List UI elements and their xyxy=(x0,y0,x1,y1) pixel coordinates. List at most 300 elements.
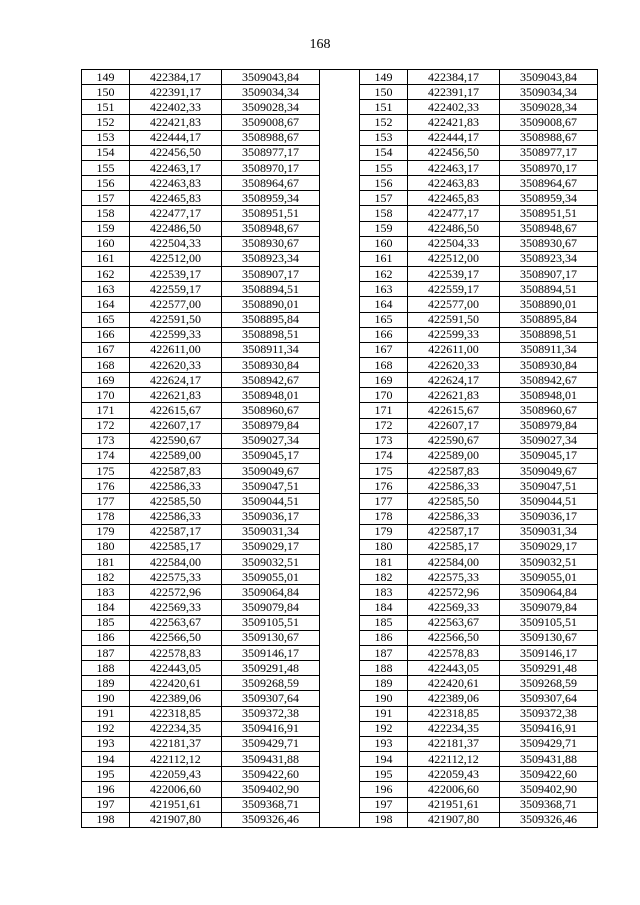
right-x-coordinate-cell: 422559,17 xyxy=(408,282,500,297)
right-y-coordinate-cell: 3509105,51 xyxy=(500,615,598,630)
right-point-number-cell: 168 xyxy=(360,357,408,372)
left-point-number-cell: 163 xyxy=(82,282,130,297)
right-point-number-cell: 190 xyxy=(360,691,408,706)
left-y-coordinate-cell: 3508930,67 xyxy=(222,236,320,251)
column-gap xyxy=(320,555,360,570)
left-x-coordinate-cell: 422443,05 xyxy=(130,661,222,676)
table-row xyxy=(82,312,598,327)
left-x-coordinate-cell: 422577,00 xyxy=(130,297,222,312)
column-gap xyxy=(320,433,360,448)
table-row xyxy=(82,555,598,570)
right-y-coordinate-cell: 3508951,51 xyxy=(500,206,598,221)
right-x-coordinate-cell: 422318,85 xyxy=(408,706,500,721)
column-gap xyxy=(320,130,360,145)
column-gap xyxy=(320,342,360,357)
left-point-number-cell: 190 xyxy=(82,691,130,706)
table-row xyxy=(82,630,598,645)
table-row xyxy=(82,115,598,130)
column-gap xyxy=(320,615,360,630)
right-x-coordinate-cell: 422234,35 xyxy=(408,721,500,736)
left-point-number-cell: 160 xyxy=(82,236,130,251)
table-row xyxy=(82,797,598,812)
left-y-coordinate-cell: 3508895,84 xyxy=(222,312,320,327)
column-gap xyxy=(320,812,360,827)
right-y-coordinate-cell: 3509043,84 xyxy=(500,70,598,85)
table-row xyxy=(82,373,598,388)
right-y-coordinate-cell: 3509047,51 xyxy=(500,479,598,494)
left-x-coordinate-cell: 421907,80 xyxy=(130,812,222,827)
left-y-coordinate-cell: 3509422,60 xyxy=(222,767,320,782)
left-y-coordinate-cell: 3508890,01 xyxy=(222,297,320,312)
right-x-coordinate-cell: 422621,83 xyxy=(408,388,500,403)
right-y-coordinate-cell: 3509049,67 xyxy=(500,464,598,479)
right-y-coordinate-cell: 3509045,17 xyxy=(500,448,598,463)
table-row xyxy=(82,357,598,372)
table-row xyxy=(82,388,598,403)
left-y-coordinate-cell: 3509268,59 xyxy=(222,676,320,691)
left-x-coordinate-cell: 422587,17 xyxy=(130,524,222,539)
left-point-number-cell: 179 xyxy=(82,524,130,539)
right-x-coordinate-cell: 422463,83 xyxy=(408,176,500,191)
right-y-coordinate-cell: 3508890,01 xyxy=(500,297,598,312)
right-y-coordinate-cell: 3509027,34 xyxy=(500,433,598,448)
right-x-coordinate-cell: 422563,67 xyxy=(408,615,500,630)
left-point-number-cell: 175 xyxy=(82,464,130,479)
right-y-coordinate-cell: 3508979,84 xyxy=(500,418,598,433)
right-y-coordinate-cell: 3508930,84 xyxy=(500,357,598,372)
table-row xyxy=(82,767,598,782)
right-point-number-cell: 156 xyxy=(360,176,408,191)
right-x-coordinate-cell: 422539,17 xyxy=(408,267,500,282)
right-y-coordinate-cell: 3508911,34 xyxy=(500,342,598,357)
column-gap xyxy=(320,160,360,175)
column-gap xyxy=(320,312,360,327)
left-x-coordinate-cell: 422444,17 xyxy=(130,130,222,145)
left-x-coordinate-cell: 422318,85 xyxy=(130,706,222,721)
right-point-number-cell: 159 xyxy=(360,221,408,236)
right-point-number-cell: 186 xyxy=(360,630,408,645)
right-x-coordinate-cell: 421951,61 xyxy=(408,797,500,812)
table-row xyxy=(82,251,598,266)
column-gap xyxy=(320,585,360,600)
left-point-number-cell: 158 xyxy=(82,206,130,221)
right-point-number-cell: 154 xyxy=(360,145,408,160)
table-row xyxy=(82,85,598,100)
left-y-coordinate-cell: 3509368,71 xyxy=(222,797,320,812)
right-x-coordinate-cell: 422566,50 xyxy=(408,630,500,645)
column-gap xyxy=(320,691,360,706)
left-point-number-cell: 151 xyxy=(82,100,130,115)
left-y-coordinate-cell: 3508948,67 xyxy=(222,221,320,236)
right-point-number-cell: 174 xyxy=(360,448,408,463)
right-y-coordinate-cell: 3509055,01 xyxy=(500,570,598,585)
right-y-coordinate-cell: 3509029,17 xyxy=(500,539,598,554)
left-y-coordinate-cell: 3508898,51 xyxy=(222,327,320,342)
right-point-number-cell: 149 xyxy=(360,70,408,85)
column-gap xyxy=(320,373,360,388)
right-point-number-cell: 182 xyxy=(360,570,408,585)
right-y-coordinate-cell: 3508948,01 xyxy=(500,388,598,403)
right-x-coordinate-cell: 422504,33 xyxy=(408,236,500,251)
right-y-coordinate-cell: 3509130,67 xyxy=(500,630,598,645)
page-number: 168 xyxy=(309,37,331,52)
right-point-number-cell: 179 xyxy=(360,524,408,539)
column-gap xyxy=(320,403,360,418)
left-point-number-cell: 187 xyxy=(82,645,130,660)
left-y-coordinate-cell: 3509130,67 xyxy=(222,630,320,645)
right-point-number-cell: 196 xyxy=(360,782,408,797)
right-y-coordinate-cell: 3508942,67 xyxy=(500,373,598,388)
column-gap xyxy=(320,418,360,433)
column-gap xyxy=(320,357,360,372)
left-point-number-cell: 176 xyxy=(82,479,130,494)
left-y-coordinate-cell: 3508907,17 xyxy=(222,267,320,282)
left-x-coordinate-cell: 422486,50 xyxy=(130,221,222,236)
right-point-number-cell: 181 xyxy=(360,555,408,570)
right-y-coordinate-cell: 3509032,51 xyxy=(500,555,598,570)
right-point-number-cell: 184 xyxy=(360,600,408,615)
right-y-coordinate-cell: 3508960,67 xyxy=(500,403,598,418)
left-x-coordinate-cell: 422384,17 xyxy=(130,70,222,85)
table-row xyxy=(82,418,598,433)
right-point-number-cell: 195 xyxy=(360,767,408,782)
right-x-coordinate-cell: 422569,33 xyxy=(408,600,500,615)
right-point-number-cell: 151 xyxy=(360,100,408,115)
left-y-coordinate-cell: 3509043,84 xyxy=(222,70,320,85)
right-x-coordinate-cell: 422585,17 xyxy=(408,539,500,554)
right-x-coordinate-cell: 422607,17 xyxy=(408,418,500,433)
right-x-coordinate-cell: 422421,83 xyxy=(408,115,500,130)
right-x-coordinate-cell: 422611,00 xyxy=(408,342,500,357)
column-gap xyxy=(320,661,360,676)
right-x-coordinate-cell: 422486,50 xyxy=(408,221,500,236)
column-gap xyxy=(320,524,360,539)
table-row xyxy=(82,206,598,221)
table-row xyxy=(82,464,598,479)
table-row xyxy=(82,297,598,312)
right-y-coordinate-cell: 3508970,17 xyxy=(500,160,598,175)
column-gap xyxy=(320,176,360,191)
left-point-number-cell: 152 xyxy=(82,115,130,130)
left-y-coordinate-cell: 3508930,84 xyxy=(222,357,320,372)
column-gap xyxy=(320,282,360,297)
left-x-coordinate-cell: 422559,17 xyxy=(130,282,222,297)
column-gap xyxy=(320,797,360,812)
right-x-coordinate-cell: 422575,33 xyxy=(408,570,500,585)
table-row xyxy=(82,539,598,554)
right-y-coordinate-cell: 3508907,17 xyxy=(500,267,598,282)
left-point-number-cell: 191 xyxy=(82,706,130,721)
right-y-coordinate-cell: 3508923,34 xyxy=(500,251,598,266)
table-row xyxy=(82,752,598,767)
left-point-number-cell: 157 xyxy=(82,191,130,206)
left-x-coordinate-cell: 422615,67 xyxy=(130,403,222,418)
left-point-number-cell: 192 xyxy=(82,721,130,736)
right-point-number-cell: 198 xyxy=(360,812,408,827)
column-gap xyxy=(320,464,360,479)
left-x-coordinate-cell: 422621,83 xyxy=(130,388,222,403)
right-point-number-cell: 191 xyxy=(360,706,408,721)
column-gap xyxy=(320,767,360,782)
left-y-coordinate-cell: 3509146,17 xyxy=(222,645,320,660)
column-gap xyxy=(320,494,360,509)
column-gap xyxy=(320,297,360,312)
column-gap xyxy=(320,509,360,524)
right-point-number-cell: 155 xyxy=(360,160,408,175)
right-point-number-cell: 161 xyxy=(360,251,408,266)
left-point-number-cell: 193 xyxy=(82,736,130,751)
left-x-coordinate-cell: 422181,37 xyxy=(130,736,222,751)
left-point-number-cell: 178 xyxy=(82,509,130,524)
table-row xyxy=(82,130,598,145)
right-x-coordinate-cell: 422589,00 xyxy=(408,448,500,463)
left-y-coordinate-cell: 3509032,51 xyxy=(222,555,320,570)
right-point-number-cell: 167 xyxy=(360,342,408,357)
right-point-number-cell: 165 xyxy=(360,312,408,327)
right-point-number-cell: 185 xyxy=(360,615,408,630)
left-y-coordinate-cell: 3509064,84 xyxy=(222,585,320,600)
right-x-coordinate-cell: 422463,17 xyxy=(408,160,500,175)
left-y-coordinate-cell: 3509372,38 xyxy=(222,706,320,721)
right-point-number-cell: 171 xyxy=(360,403,408,418)
right-x-coordinate-cell: 422059,43 xyxy=(408,767,500,782)
right-y-coordinate-cell: 3509368,71 xyxy=(500,797,598,812)
left-y-coordinate-cell: 3508894,51 xyxy=(222,282,320,297)
left-point-number-cell: 189 xyxy=(82,676,130,691)
column-gap xyxy=(320,70,360,85)
right-point-number-cell: 158 xyxy=(360,206,408,221)
right-x-coordinate-cell: 421907,80 xyxy=(408,812,500,827)
right-y-coordinate-cell: 3509079,84 xyxy=(500,600,598,615)
table-row xyxy=(82,691,598,706)
left-y-coordinate-cell: 3509049,67 xyxy=(222,464,320,479)
left-x-coordinate-cell: 422584,00 xyxy=(130,555,222,570)
left-x-coordinate-cell: 422587,83 xyxy=(130,464,222,479)
right-y-coordinate-cell: 3509402,90 xyxy=(500,782,598,797)
right-y-coordinate-cell: 3509064,84 xyxy=(500,585,598,600)
right-point-number-cell: 172 xyxy=(360,418,408,433)
column-gap xyxy=(320,115,360,130)
table-row xyxy=(82,342,598,357)
column-gap xyxy=(320,479,360,494)
left-x-coordinate-cell: 422569,33 xyxy=(130,600,222,615)
right-point-number-cell: 197 xyxy=(360,797,408,812)
table-row xyxy=(82,221,598,236)
right-y-coordinate-cell: 3508959,34 xyxy=(500,191,598,206)
table-row xyxy=(82,176,598,191)
right-x-coordinate-cell: 422402,33 xyxy=(408,100,500,115)
left-y-coordinate-cell: 3509326,46 xyxy=(222,812,320,827)
right-point-number-cell: 164 xyxy=(360,297,408,312)
column-gap xyxy=(320,752,360,767)
column-gap xyxy=(320,327,360,342)
left-y-coordinate-cell: 3509105,51 xyxy=(222,615,320,630)
right-x-coordinate-cell: 422584,00 xyxy=(408,555,500,570)
left-y-coordinate-cell: 3508948,01 xyxy=(222,388,320,403)
right-x-coordinate-cell: 422443,05 xyxy=(408,661,500,676)
table-row xyxy=(82,600,598,615)
left-y-coordinate-cell: 3509055,01 xyxy=(222,570,320,585)
right-y-coordinate-cell: 3509429,71 xyxy=(500,736,598,751)
left-y-coordinate-cell: 3509008,67 xyxy=(222,115,320,130)
left-y-coordinate-cell: 3508979,84 xyxy=(222,418,320,433)
right-x-coordinate-cell: 422615,67 xyxy=(408,403,500,418)
left-x-coordinate-cell: 422620,33 xyxy=(130,357,222,372)
column-gap xyxy=(320,630,360,645)
left-x-coordinate-cell: 422112,12 xyxy=(130,752,222,767)
right-y-coordinate-cell: 3509416,91 xyxy=(500,721,598,736)
left-y-coordinate-cell: 3508960,67 xyxy=(222,403,320,418)
table-row xyxy=(82,706,598,721)
left-y-coordinate-cell: 3509047,51 xyxy=(222,479,320,494)
right-point-number-cell: 189 xyxy=(360,676,408,691)
left-point-number-cell: 194 xyxy=(82,752,130,767)
left-x-coordinate-cell: 422586,33 xyxy=(130,479,222,494)
right-x-coordinate-cell: 422572,96 xyxy=(408,585,500,600)
left-x-coordinate-cell: 422539,17 xyxy=(130,267,222,282)
right-x-coordinate-cell: 422587,17 xyxy=(408,524,500,539)
left-x-coordinate-cell: 422585,50 xyxy=(130,494,222,509)
right-point-number-cell: 152 xyxy=(360,115,408,130)
right-y-coordinate-cell: 3509146,17 xyxy=(500,645,598,660)
left-y-coordinate-cell: 3509431,88 xyxy=(222,752,320,767)
left-x-coordinate-cell: 422463,17 xyxy=(130,160,222,175)
table-row xyxy=(82,160,598,175)
left-y-coordinate-cell: 3509031,34 xyxy=(222,524,320,539)
right-x-coordinate-cell: 422465,83 xyxy=(408,191,500,206)
left-point-number-cell: 155 xyxy=(82,160,130,175)
table-row xyxy=(82,267,598,282)
table-row xyxy=(82,676,598,691)
right-x-coordinate-cell: 422585,50 xyxy=(408,494,500,509)
right-y-coordinate-cell: 3509431,88 xyxy=(500,752,598,767)
column-gap xyxy=(320,388,360,403)
column-gap xyxy=(320,706,360,721)
left-point-number-cell: 171 xyxy=(82,403,130,418)
left-y-coordinate-cell: 3508977,17 xyxy=(222,145,320,160)
left-point-number-cell: 168 xyxy=(82,357,130,372)
right-x-coordinate-cell: 422599,33 xyxy=(408,327,500,342)
table-row xyxy=(82,570,598,585)
right-x-coordinate-cell: 422624,17 xyxy=(408,373,500,388)
table-row xyxy=(82,782,598,797)
table-row xyxy=(82,494,598,509)
table-row xyxy=(82,661,598,676)
left-x-coordinate-cell: 422566,50 xyxy=(130,630,222,645)
left-y-coordinate-cell: 3509044,51 xyxy=(222,494,320,509)
right-x-coordinate-cell: 422456,50 xyxy=(408,145,500,160)
column-gap xyxy=(320,539,360,554)
left-point-number-cell: 181 xyxy=(82,555,130,570)
left-x-coordinate-cell: 422006,60 xyxy=(130,782,222,797)
left-point-number-cell: 149 xyxy=(82,70,130,85)
table-row xyxy=(82,433,598,448)
left-x-coordinate-cell: 422465,83 xyxy=(130,191,222,206)
left-x-coordinate-cell: 422575,33 xyxy=(130,570,222,585)
right-x-coordinate-cell: 422181,37 xyxy=(408,736,500,751)
right-y-coordinate-cell: 3509031,34 xyxy=(500,524,598,539)
column-gap xyxy=(320,570,360,585)
column-gap xyxy=(320,736,360,751)
right-point-number-cell: 173 xyxy=(360,433,408,448)
right-point-number-cell: 153 xyxy=(360,130,408,145)
left-point-number-cell: 167 xyxy=(82,342,130,357)
column-gap xyxy=(320,251,360,266)
right-x-coordinate-cell: 422577,00 xyxy=(408,297,500,312)
right-point-number-cell: 150 xyxy=(360,85,408,100)
left-x-coordinate-cell: 422477,17 xyxy=(130,206,222,221)
right-y-coordinate-cell: 3509034,34 xyxy=(500,85,598,100)
left-y-coordinate-cell: 3509307,64 xyxy=(222,691,320,706)
table-row xyxy=(82,403,598,418)
left-x-coordinate-cell: 422624,17 xyxy=(130,373,222,388)
column-gap xyxy=(320,206,360,221)
left-point-number-cell: 162 xyxy=(82,267,130,282)
right-point-number-cell: 160 xyxy=(360,236,408,251)
right-point-number-cell: 157 xyxy=(360,191,408,206)
right-x-coordinate-cell: 422590,67 xyxy=(408,433,500,448)
right-x-coordinate-cell: 422587,83 xyxy=(408,464,500,479)
right-y-coordinate-cell: 3508964,67 xyxy=(500,176,598,191)
right-x-coordinate-cell: 422391,17 xyxy=(408,85,500,100)
right-point-number-cell: 169 xyxy=(360,373,408,388)
column-gap xyxy=(320,448,360,463)
right-point-number-cell: 163 xyxy=(360,282,408,297)
right-y-coordinate-cell: 3509291,48 xyxy=(500,661,598,676)
left-point-number-cell: 166 xyxy=(82,327,130,342)
table-row xyxy=(82,70,598,85)
left-y-coordinate-cell: 3508923,34 xyxy=(222,251,320,266)
left-point-number-cell: 172 xyxy=(82,418,130,433)
column-gap xyxy=(320,721,360,736)
table-row xyxy=(82,721,598,736)
left-point-number-cell: 188 xyxy=(82,661,130,676)
left-x-coordinate-cell: 422607,17 xyxy=(130,418,222,433)
left-y-coordinate-cell: 3508911,34 xyxy=(222,342,320,357)
table-row xyxy=(82,479,598,494)
left-x-coordinate-cell: 422578,83 xyxy=(130,645,222,660)
left-point-number-cell: 154 xyxy=(82,145,130,160)
right-point-number-cell: 176 xyxy=(360,479,408,494)
table-row xyxy=(82,645,598,660)
right-y-coordinate-cell: 3509268,59 xyxy=(500,676,598,691)
left-point-number-cell: 186 xyxy=(82,630,130,645)
column-gap xyxy=(320,221,360,236)
right-y-coordinate-cell: 3509307,64 xyxy=(500,691,598,706)
left-y-coordinate-cell: 3508988,67 xyxy=(222,130,320,145)
right-point-number-cell: 180 xyxy=(360,539,408,554)
table-row xyxy=(82,736,598,751)
left-x-coordinate-cell: 422391,17 xyxy=(130,85,222,100)
right-point-number-cell: 192 xyxy=(360,721,408,736)
left-x-coordinate-cell: 422402,33 xyxy=(130,100,222,115)
right-point-number-cell: 166 xyxy=(360,327,408,342)
column-gap xyxy=(320,600,360,615)
left-x-coordinate-cell: 422591,50 xyxy=(130,312,222,327)
right-y-coordinate-cell: 3509422,60 xyxy=(500,767,598,782)
column-gap xyxy=(320,645,360,660)
left-x-coordinate-cell: 422572,96 xyxy=(130,585,222,600)
left-y-coordinate-cell: 3509429,71 xyxy=(222,736,320,751)
left-point-number-cell: 177 xyxy=(82,494,130,509)
right-y-coordinate-cell: 3508895,84 xyxy=(500,312,598,327)
right-point-number-cell: 175 xyxy=(360,464,408,479)
left-point-number-cell: 180 xyxy=(82,539,130,554)
left-x-coordinate-cell: 422590,67 xyxy=(130,433,222,448)
left-y-coordinate-cell: 3508951,51 xyxy=(222,206,320,221)
left-y-coordinate-cell: 3509416,91 xyxy=(222,721,320,736)
column-gap xyxy=(320,267,360,282)
